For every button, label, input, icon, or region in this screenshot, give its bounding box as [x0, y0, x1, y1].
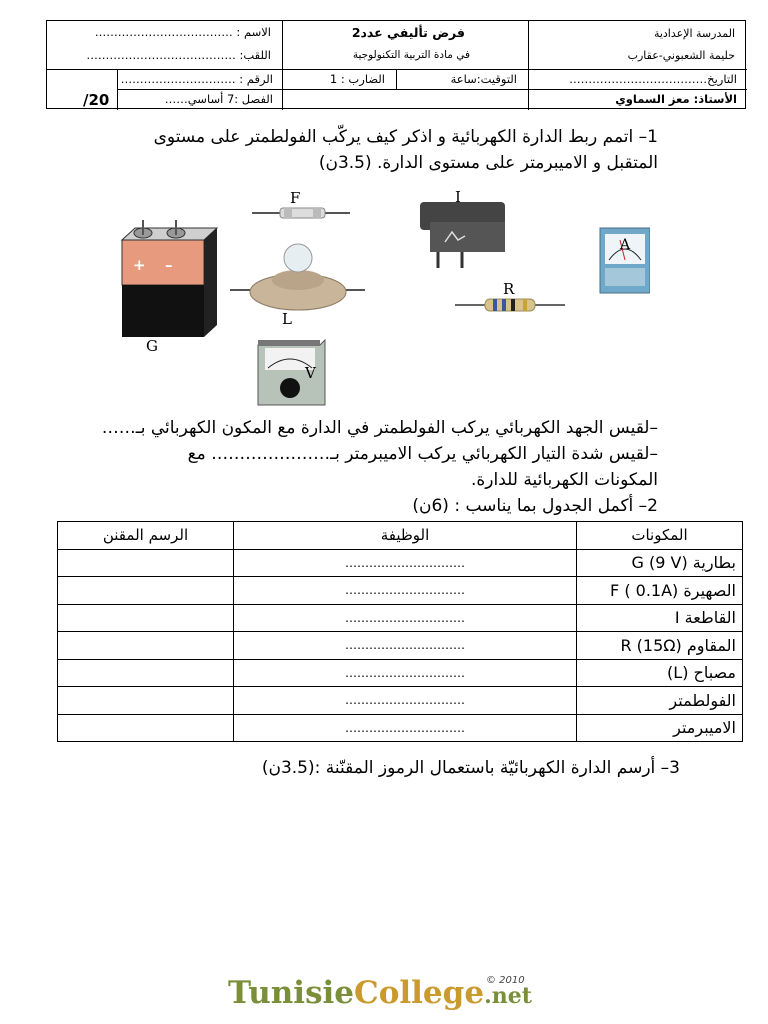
logo-text-tunisie: Tunisie [228, 975, 355, 1011]
symbol-cell[interactable] [58, 659, 234, 687]
class-field: الفصل :7 أساسي…… [164, 92, 273, 106]
header-symbol: الرسم المقنن [58, 522, 234, 550]
fill-line-voltmeter: –لقيس الجهد الكهربائي يركب الفولطمتر في الدارة مع المكون الكهربائي بـ…… [101, 418, 658, 438]
function-cell[interactable]: ………………………… [234, 659, 577, 687]
fuse-icon [252, 208, 350, 218]
switch-icon [420, 202, 505, 268]
component-cell: المقاوم R (15Ω) [577, 632, 743, 660]
component-cell: الفولطمتر [577, 687, 743, 715]
fill-line-continuation: المكونات الكهربائية للدارة. [471, 470, 658, 490]
coefficient-field: الضارب : 1 [329, 72, 385, 86]
table-row [58, 632, 743, 660]
question-1-line-2: المتقبل و الاميبرمتر على مستوى الدارة. (3.5ن) [318, 153, 658, 173]
header-function: الوظيفة [234, 522, 577, 550]
resistor-icon [455, 299, 565, 311]
label-l: L [282, 310, 292, 328]
timing-field: التوقيت:ساعة [450, 72, 517, 86]
label-g: G [146, 337, 158, 355]
function-cell[interactable]: ………………………… [234, 714, 577, 742]
copyright-text: © 2010 [486, 975, 525, 986]
function-cell[interactable]: ………………………… [234, 604, 577, 632]
function-cell[interactable]: ………………………… [234, 687, 577, 715]
question-3: 3– أرسم الدارة الكهربائيّة باستعمال الرموز المقنّنة :(3.5ن) [261, 758, 680, 778]
circuit-components-figure [110, 180, 650, 410]
surname-field: اللقب: ………………………………… [86, 48, 271, 62]
exam-subject: في مادة التربية التكنولوجية [352, 49, 470, 61]
label-i: I [455, 188, 461, 206]
label-plus: + [133, 256, 146, 274]
exam-title: فرض تأليفي عدد2 [351, 25, 465, 40]
logo-text-college: College [354, 975, 485, 1011]
table-row [58, 687, 743, 715]
symbol-cell[interactable] [58, 549, 234, 577]
component-cell: الاميبرمتر [577, 714, 743, 742]
table-header-row [58, 522, 743, 550]
exam-header [46, 20, 746, 109]
symbol-cell[interactable] [58, 604, 234, 632]
table-row [58, 714, 743, 742]
function-cell[interactable]: ………………………… [234, 577, 577, 605]
question-1-line-1: 1– اتمم ربط الدارة الكهربائية و اذكر كيف يركّب الفولطمتر على مستوى [153, 127, 658, 147]
teacher-field: الأستاذ: معز السماوي [615, 92, 737, 106]
school-name: حليمة الشعبوني-عقارب [627, 49, 735, 62]
label-r: R [503, 280, 515, 298]
table-row [58, 577, 743, 605]
school-label: المدرسة الإعدادية [653, 27, 735, 40]
label-v: V [305, 364, 316, 382]
label-f: F [290, 189, 301, 207]
symbol-cell[interactable] [58, 687, 234, 715]
logo-text-net: .net [484, 983, 532, 1009]
component-cell: الصهيرة F ( 0.1A) [577, 577, 743, 605]
table-row [58, 604, 743, 632]
symbol-cell[interactable] [58, 714, 234, 742]
label-a: A [620, 237, 631, 253]
function-cell[interactable]: ………………………… [234, 632, 577, 660]
function-cell[interactable]: ………………………… [234, 549, 577, 577]
symbol-cell[interactable] [58, 577, 234, 605]
name-field: الاسم : ……………………………… [94, 25, 271, 39]
components-table [57, 521, 743, 742]
component-cell: القاطعة I [577, 604, 743, 632]
fill-line-ammeter: –لقيس شدة التيار الكهربائي يركب الاميبرمتر بـ………………… مع [187, 444, 658, 464]
lamp-icon [230, 244, 365, 310]
table-row [58, 549, 743, 577]
component-cell: بطارية G (9 V) [577, 549, 743, 577]
label-minus: – [165, 256, 173, 274]
date-field: التاريخ……………………………… [569, 72, 737, 86]
symbol-cell[interactable] [58, 632, 234, 660]
header-component: المكونات [577, 522, 743, 550]
component-cell: مصباح (L) [577, 659, 743, 687]
question-2: 2– أكمل الجدول بما يناسب : (6ن) [412, 496, 658, 516]
battery-icon [122, 220, 217, 337]
grade-total: /20 [83, 91, 110, 109]
number-field: الرقم : ………………………… [120, 72, 273, 86]
table-row [58, 659, 743, 687]
